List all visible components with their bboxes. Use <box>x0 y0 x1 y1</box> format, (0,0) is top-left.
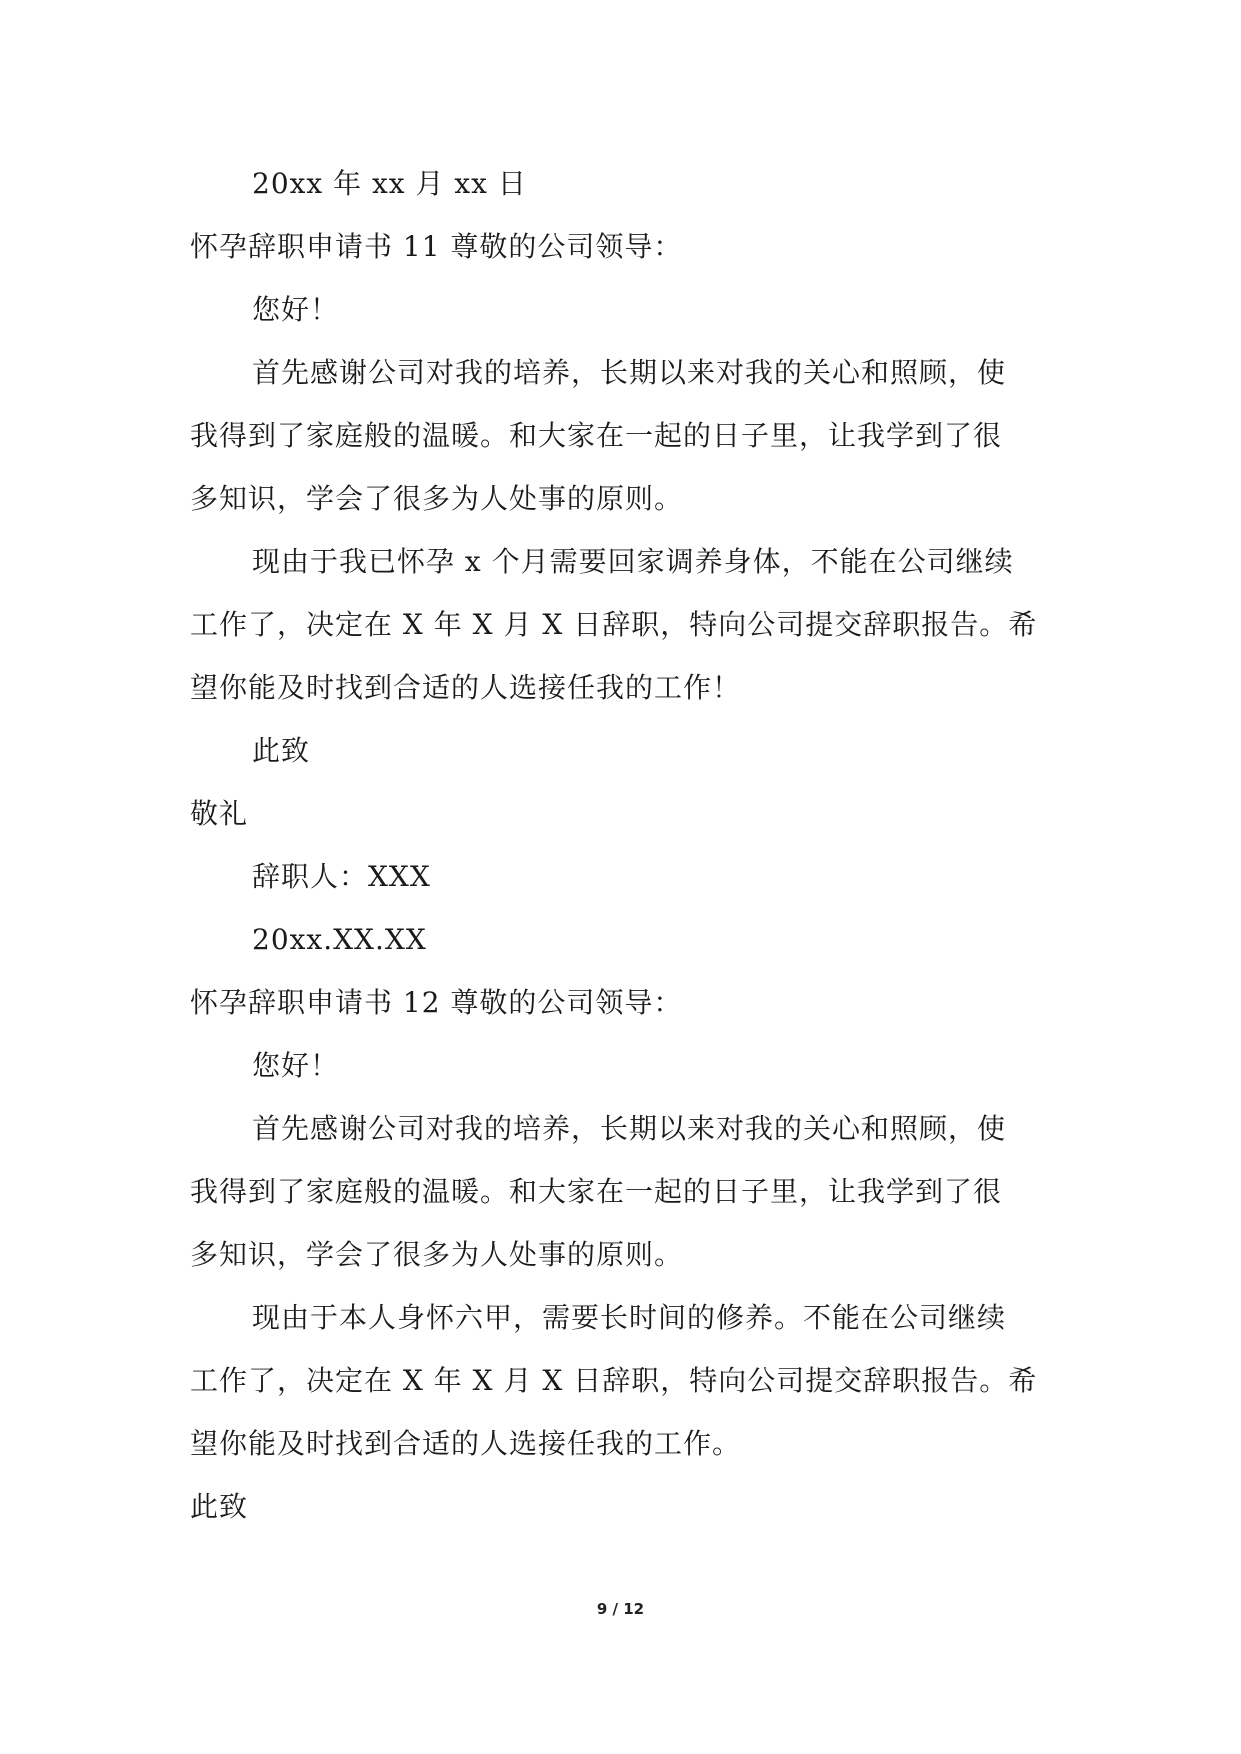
paragraph-line: 望你能及时找到合适的人选接任我的工作。 <box>190 1427 742 1460</box>
closing-line: 此致 <box>190 1490 249 1523</box>
section-heading-12: 怀孕辞职申请书 12 尊敬的公司领导： <box>190 986 683 1019</box>
paragraph-line: 工作了，决定在 X 年 X 月 X 日辞职，特向公司提交辞职报告。希 <box>190 1364 1038 1397</box>
paragraph-line: 我得到了家庭般的温暖。和大家在一起的日子里，让我学到了很 <box>190 419 1003 452</box>
paragraph-line: 望你能及时找到合适的人选接任我的工作！ <box>190 671 742 704</box>
page-number: 9 / 12 <box>596 1600 645 1618</box>
closing-salute: 敬礼 <box>190 797 249 830</box>
date-line: 20xx 年 xx 月 xx 日 <box>252 167 527 200</box>
paragraph-line: 工作了，决定在 X 年 X 月 X 日辞职，特向公司提交辞职报告。希 <box>190 608 1038 641</box>
closing-line: 此致 <box>252 734 311 767</box>
greeting: 您好！ <box>252 1049 340 1082</box>
paragraph-line: 多知识，学会了很多为人处事的原则。 <box>190 482 684 515</box>
greeting: 您好！ <box>252 293 340 326</box>
paragraph-line: 我得到了家庭般的温暖。和大家在一起的日子里，让我学到了很 <box>190 1175 1003 1208</box>
paragraph-line: 首先感谢公司对我的培养，长期以来对我的关心和照顾，使 <box>252 356 1007 389</box>
paragraph-line: 现由于我已怀孕 x 个月需要回家调养身体，不能在公司继续 <box>252 545 1014 578</box>
paragraph-line: 现由于本人身怀六甲，需要长时间的修养。不能在公司继续 <box>252 1301 1007 1334</box>
paragraph-line: 多知识，学会了很多为人处事的原则。 <box>190 1238 684 1271</box>
paragraph-line: 首先感谢公司对我的培养，长期以来对我的关心和照顾，使 <box>252 1112 1007 1145</box>
signature-date: 20xx.XX.XX <box>252 923 427 956</box>
section-heading-11: 怀孕辞职申请书 11 尊敬的公司领导： <box>190 230 683 263</box>
signature-line: 辞职人：XXX <box>252 860 431 893</box>
